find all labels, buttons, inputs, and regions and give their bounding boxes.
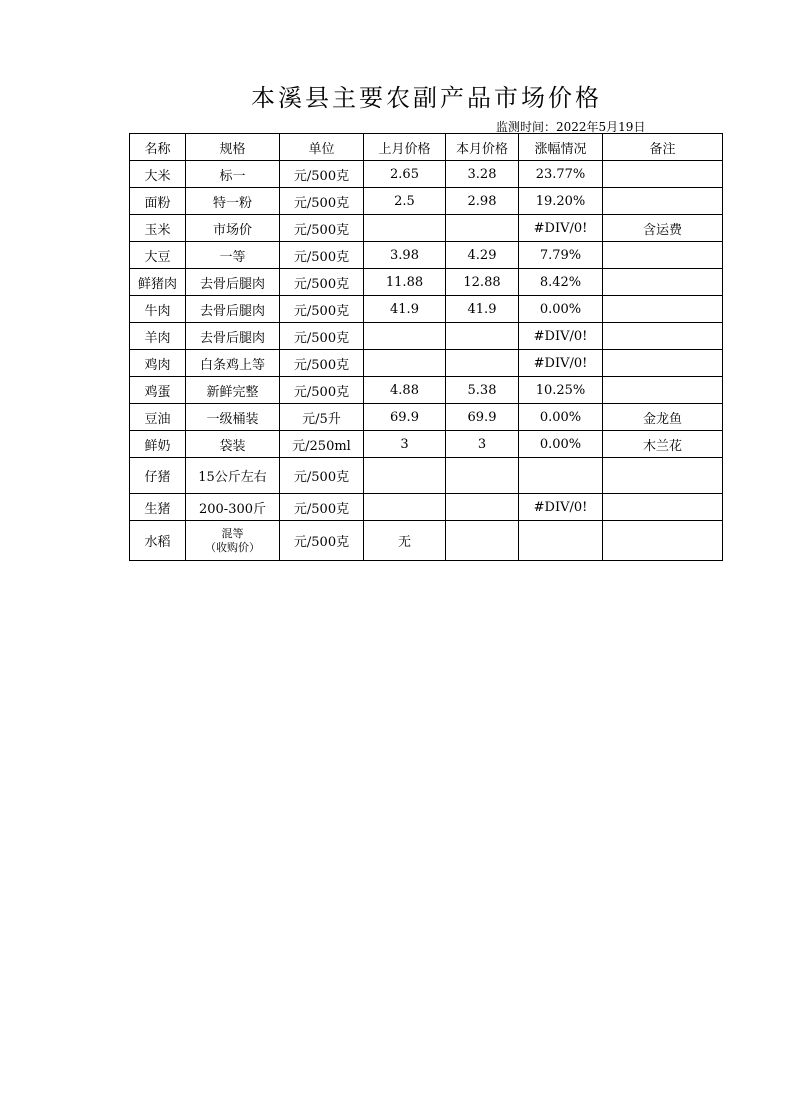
cell-this-price: 5.38 [446, 377, 519, 404]
cell-change: #DIV/0! [519, 494, 603, 521]
cell-unit: 元/500克 [280, 296, 364, 323]
cell-name: 生猪 [130, 494, 186, 521]
cell-spec: 一级桶装 [186, 404, 280, 431]
cell-unit: 元/250ml [280, 431, 364, 458]
cell-spec: 去骨后腿肉 [186, 323, 280, 350]
cell-this-price [446, 458, 519, 494]
header-remark: 备注 [603, 134, 723, 161]
cell-last-price [364, 458, 446, 494]
cell-name: 面粉 [130, 188, 186, 215]
table-header-row [130, 134, 723, 161]
cell-last-price: 3 [364, 431, 446, 458]
cell-change: #DIV/0! [519, 215, 603, 242]
cell-last-price: 3.98 [364, 242, 446, 269]
cell-spec-line: （收购价） [205, 540, 260, 554]
table-row [130, 188, 723, 215]
cell-this-price: 4.29 [446, 242, 519, 269]
cell-this-price [446, 521, 519, 561]
table-row [130, 377, 723, 404]
cell-spec: 特一粉 [186, 188, 280, 215]
cell-unit: 元/500克 [280, 188, 364, 215]
cell-change: 0.00% [519, 404, 603, 431]
cell-spec: 市场价 [186, 215, 280, 242]
cell-change: 8.42% [519, 269, 603, 296]
cell-last-price: 无 [364, 521, 446, 561]
cell-last-price: 69.9 [364, 404, 446, 431]
cell-spec: 一等 [186, 242, 280, 269]
cell-change: 23.77% [519, 161, 603, 188]
table-row [130, 269, 723, 296]
cell-remark: 含运费 [603, 215, 723, 242]
cell-change: 10.25% [519, 377, 603, 404]
header-last-month-price: 上月价格 [364, 134, 446, 161]
table-row [130, 404, 723, 431]
cell-last-price: 4.88 [364, 377, 446, 404]
table-row [130, 215, 723, 242]
cell-spec: 200-300斤 [186, 494, 280, 521]
table-row [130, 431, 723, 458]
cell-spec: 15公斤左右 [186, 458, 280, 494]
table-row [130, 323, 723, 350]
cell-spec [186, 521, 280, 561]
cell-remark: 金龙鱼 [603, 404, 723, 431]
cell-unit: 元/500克 [280, 350, 364, 377]
cell-spec: 去骨后腿肉 [186, 296, 280, 323]
cell-unit: 元/500克 [280, 458, 364, 494]
cell-change: #DIV/0! [519, 323, 603, 350]
cell-this-price [446, 215, 519, 242]
cell-spec: 去骨后腿肉 [186, 269, 280, 296]
cell-name: 豆油 [130, 404, 186, 431]
cell-remark [603, 521, 723, 561]
cell-change [519, 458, 603, 494]
table-row [130, 296, 723, 323]
cell-this-price [446, 494, 519, 521]
cell-remark [603, 296, 723, 323]
price-table [129, 133, 723, 561]
cell-name: 水稻 [130, 521, 186, 561]
cell-change [519, 521, 603, 561]
cell-remark [603, 269, 723, 296]
cell-name: 牛肉 [130, 296, 186, 323]
cell-name: 鲜奶 [130, 431, 186, 458]
cell-spec: 新鲜完整 [186, 377, 280, 404]
cell-last-price [364, 350, 446, 377]
table-row [130, 242, 723, 269]
cell-change: 19.20% [519, 188, 603, 215]
table-row [130, 161, 723, 188]
cell-last-price: 41.9 [364, 296, 446, 323]
cell-name: 大米 [130, 161, 186, 188]
cell-remark [603, 377, 723, 404]
cell-unit: 元/500克 [280, 215, 364, 242]
cell-remark [603, 494, 723, 521]
cell-unit: 元/500克 [280, 242, 364, 269]
header-unit: 单位 [280, 134, 364, 161]
cell-change: 0.00% [519, 296, 603, 323]
header-spec: 规格 [186, 134, 280, 161]
cell-last-price: 11.88 [364, 269, 446, 296]
cell-remark [603, 458, 723, 494]
table-row [130, 494, 723, 521]
cell-remark [603, 350, 723, 377]
cell-change: #DIV/0! [519, 350, 603, 377]
page-title: 本溪县主要农副产品市场价格 [251, 84, 602, 112]
cell-last-price [364, 494, 446, 521]
cell-spec-line: 混等 [221, 526, 244, 540]
monitor-time: 监测时间：2022年5月19日 [496, 120, 646, 134]
cell-remark: 木兰花 [603, 431, 723, 458]
cell-this-price [446, 323, 519, 350]
table-row [130, 458, 723, 494]
cell-name: 鲜猪肉 [130, 269, 186, 296]
cell-remark [603, 188, 723, 215]
cell-spec: 袋装 [186, 431, 280, 458]
header-this-month-price: 本月价格 [446, 134, 519, 161]
table-row [130, 521, 723, 561]
cell-remark [603, 242, 723, 269]
cell-spec: 标一 [186, 161, 280, 188]
cell-remark [603, 161, 723, 188]
cell-name: 仔猪 [130, 458, 186, 494]
cell-unit: 元/5升 [280, 404, 364, 431]
cell-remark [603, 323, 723, 350]
cell-this-price [446, 350, 519, 377]
cell-unit: 元/500克 [280, 161, 364, 188]
cell-name: 大豆 [130, 242, 186, 269]
cell-this-price: 2.98 [446, 188, 519, 215]
cell-spec: 白条鸡上等 [186, 350, 280, 377]
cell-unit: 元/500克 [280, 521, 364, 561]
cell-last-price [364, 215, 446, 242]
cell-this-price: 41.9 [446, 296, 519, 323]
cell-unit: 元/500克 [280, 494, 364, 521]
cell-this-price: 3.28 [446, 161, 519, 188]
cell-unit: 元/500克 [280, 269, 364, 296]
cell-change: 7.79% [519, 242, 603, 269]
header-name: 名称 [130, 134, 186, 161]
cell-this-price: 69.9 [446, 404, 519, 431]
cell-this-price: 12.88 [446, 269, 519, 296]
cell-this-price: 3 [446, 431, 519, 458]
cell-unit: 元/500克 [280, 323, 364, 350]
cell-name: 玉米 [130, 215, 186, 242]
cell-last-price [364, 323, 446, 350]
cell-name: 鸡蛋 [130, 377, 186, 404]
cell-name: 鸡肉 [130, 350, 186, 377]
header-change: 涨幅情况 [519, 134, 603, 161]
table-row [130, 350, 723, 377]
cell-change: 0.00% [519, 431, 603, 458]
cell-last-price: 2.65 [364, 161, 446, 188]
cell-name: 羊肉 [130, 323, 186, 350]
cell-unit: 元/500克 [280, 377, 364, 404]
cell-last-price: 2.5 [364, 188, 446, 215]
